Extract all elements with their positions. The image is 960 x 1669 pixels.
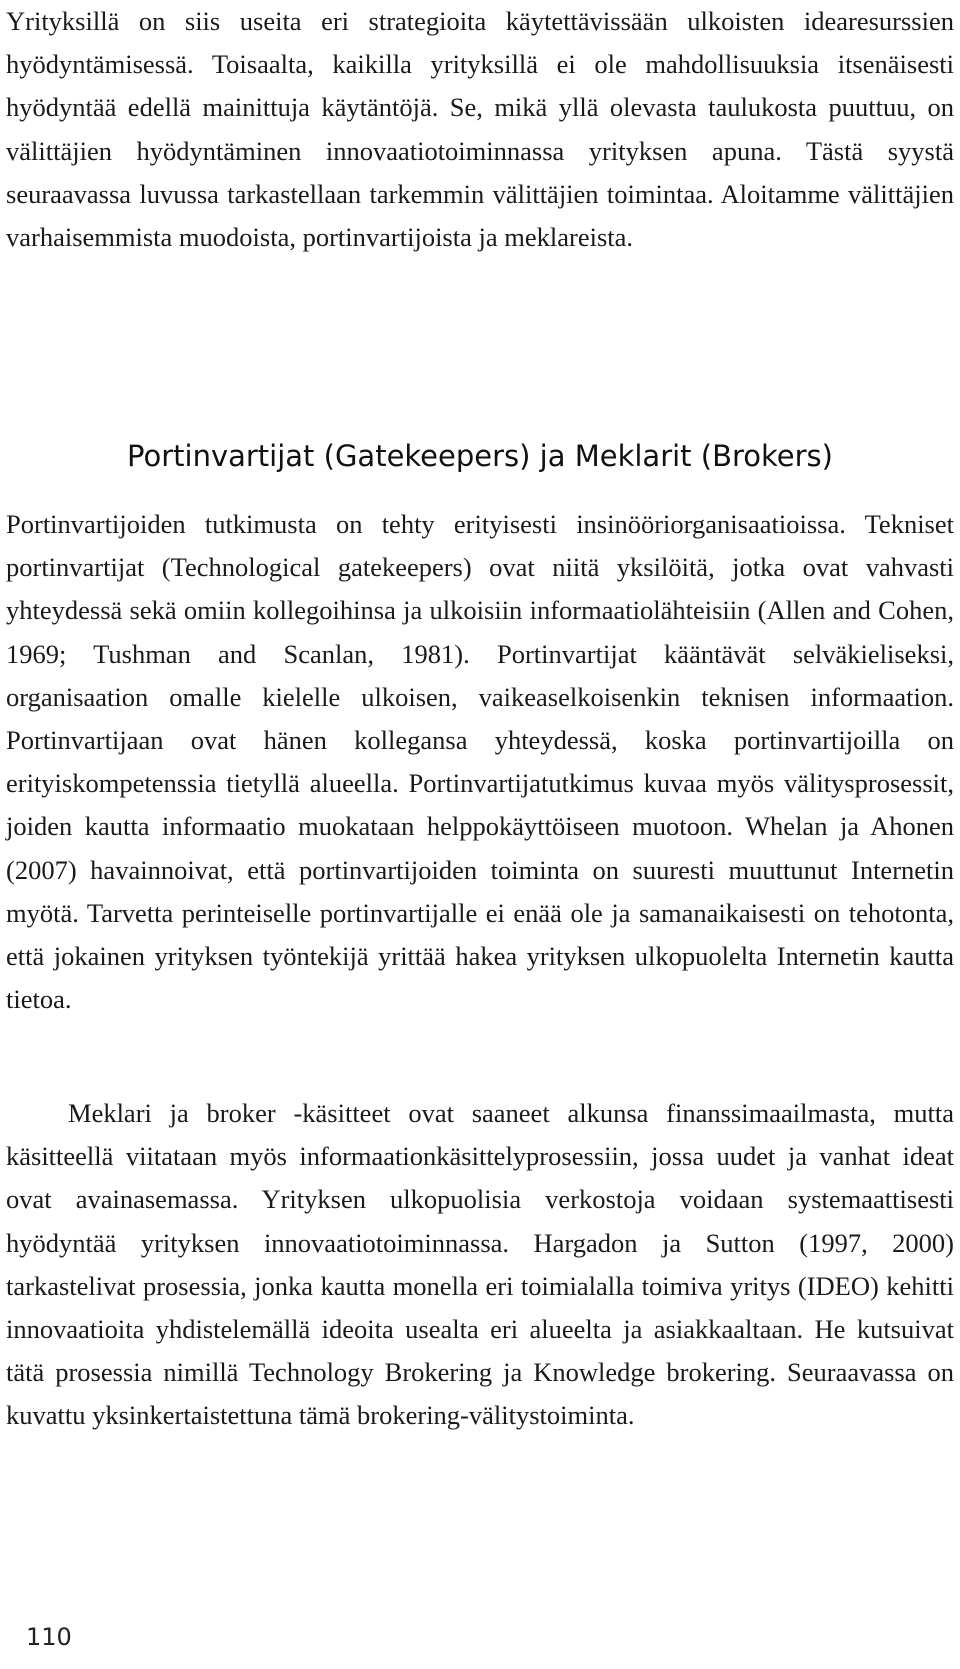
- page-number: 110: [26, 1623, 72, 1651]
- brokers-paragraph: Meklari ja broker -käsitteet ovat saaneet alkunsa finanssimaailmasta, mutta käsitteellä viitataan myös informaationkäsittelyprosessiin, jossa uudet ja vanhat ideat ovat avainasemassa. Yrityksen ulkopuolisia verkostoja voidaan systemaattisesti hyödyntää yrityksen innovaatiotoiminnassa. Hargadon ja Sutton (1997, 2000) tarkastelivat prosessia, jonka kautta monella eri toimialalla toimiva yritys (IDEO) kehitti innovaatioita yhdistelemällä ideoita usealta eri alueelta ja asiakkaaltaan. He kutsuivat tätä prosessia nimillä Technology Brokering ja Knowledge brokering. Seuraavassa on kuvattu yksinkertaistettuna tämä brokering-välitystoiminta.: [6, 1098, 954, 1431]
- document-page: [6, 0, 954, 1669]
- gatekeepers-paragraph: Portinvartijoiden tutkimusta on tehty erityisesti insinööriorganisaatioissa. Tekniset portinvartijat (Technological gatekeepers) ovat niitä yksilöitä, jotka ovat vahvasti yhteydessä sekä omiin kollegoihinsa ja ulkoisiin informaatiolähteisiin (Allen and Cohen, 1969; Tushman and Scanlan, 1981). Portinvartijat kääntävät selväkieliseksi, organisaation omalle kielelle ulkoisen, vaikeaselkoisenkin teknisen informaation. Portinvartijaan ovat hänen kollegansa yhteydessä, koska portinvartijoilla on erityiskompetenssia tietyllä alueella. Portinvartijatutkimus kuvaa myös välitysprosessit, joiden kautta informaatio muokataan helppokäyttöiseen muotoon. Whelan ja Ahonen (2007) havainnoivat, että portinvartijoiden toiminta on suuresti muuttunut Internetin myötä. Tarvetta perinteiselle portinvartijalle ei enää ole ja samanaikaisesti on tehotonta, että jokainen yrityksen työntekijä yrittää hakea yrityksen ulkopuolelta Internetin kautta tietoa.: [6, 509, 954, 1015]
- intro-paragraph: Yrityksillä on siis useita eri strategioita käytettävissään ulkoisten idearesurssien hyödyntämisessä. Toisaalta, kaikilla yrityksillä ei ole mahdollisuuksia itsenäisesti hyödyntää edellä mainittuja käytäntöjä. Se, mikä yllä olevasta taulukosta puuttuu, on välittäjien hyödyntäminen innovaatiotoiminnassa yrityksen apuna. Tästä syystä seuraavassa luvussa tarkastellaan tarkemmin välittäjien toimintaa. Aloitamme välittäjien varhaisemmista muodoista, portinvartijoista ja meklareista.: [6, 6, 954, 253]
- section-heading: Portinvartijat (Gatekeepers) ja Meklarit (Brokers): [127, 439, 833, 473]
